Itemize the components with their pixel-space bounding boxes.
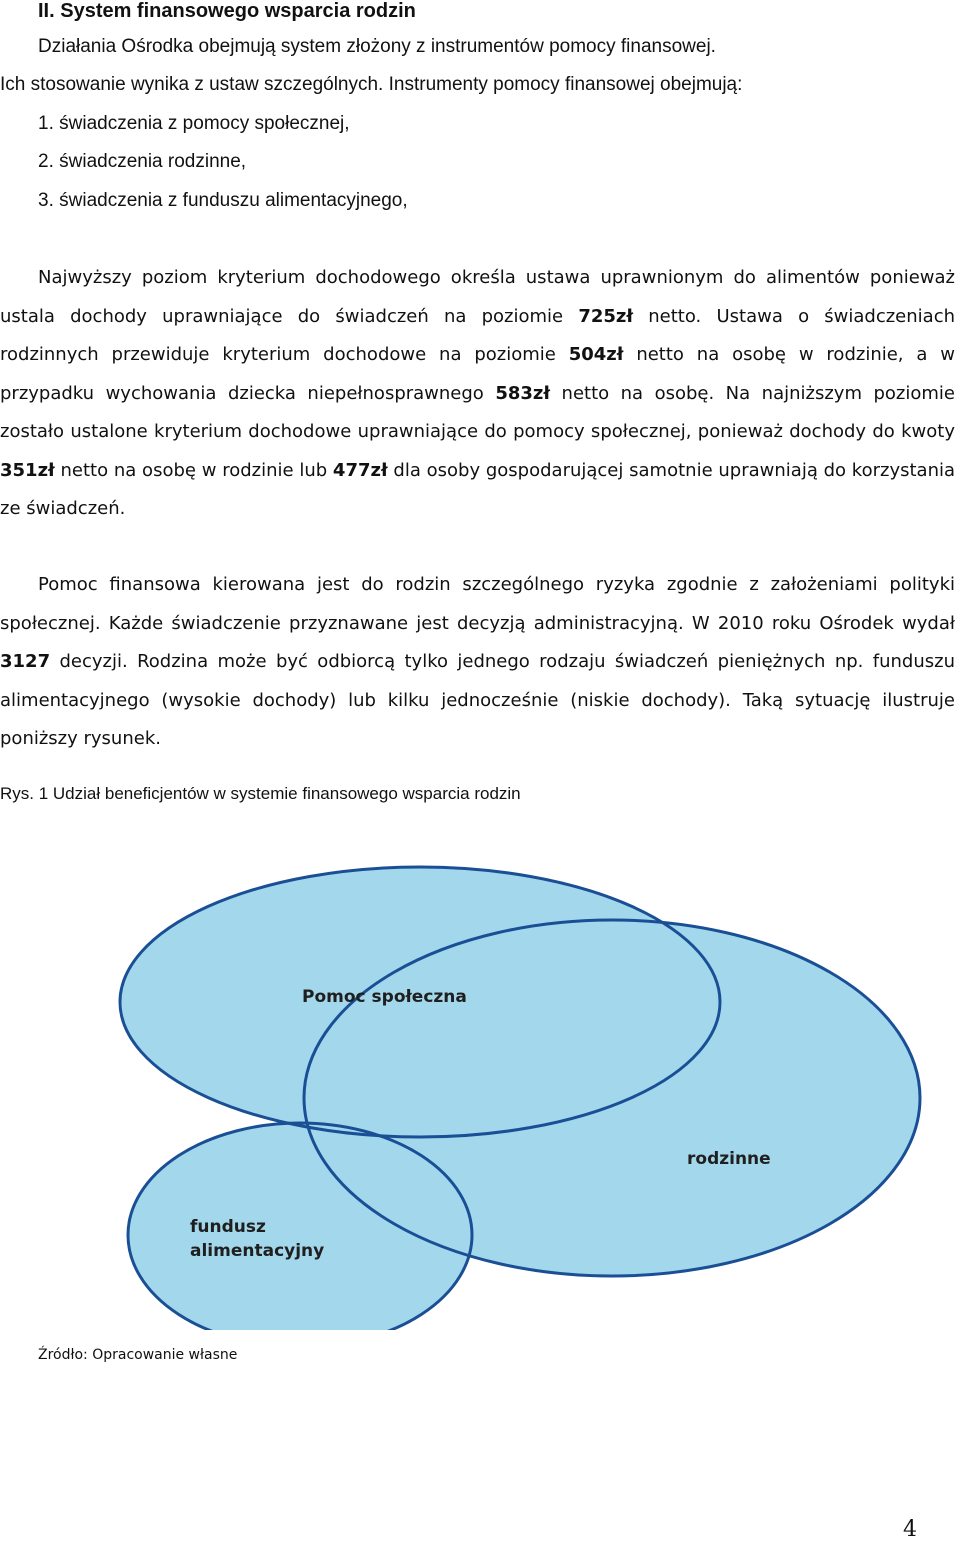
label-rodzinne: rodzinne (687, 1149, 771, 1169)
label-pomoc-spoleczna: Pomoc społeczna (302, 987, 467, 1007)
section-heading: II. System finansowego wsparcia rodzin (38, 0, 416, 22)
list-item: 1. świadczenia z pomocy społecznej, (38, 113, 350, 134)
amount-value: 583zł (495, 382, 551, 404)
text-run: netto na osobę w rodzinie lub (54, 459, 333, 481)
intro-line-1: Działania Ośrodka obejmują system złożony z instrumentów pomocy finansowej. (38, 36, 716, 57)
figure-source: Źródło: Opracowanie własne (38, 1347, 238, 1363)
list-item: 3. świadczenia z funduszu alimentacyjnego, (38, 190, 408, 211)
figure-caption: Rys. 1 Udział beneficjentów w systemie finansowego wsparcia rodzin (0, 784, 521, 803)
text-run: decyzji. Rodzina może być odbiorcą tylko jednego rodzaju świadczeń pieniężnych np. funduszu alimentacyjnego (wysokie dochody) lub kilku jednocześnie (niskie dochody). Taką sytuację ilustruje poniższy rysunek. (0, 651, 955, 749)
label-fundusz-line2: alimentacyjny (190, 1241, 325, 1261)
text-run: netto. Ustawa o świadczeniach rodzinnych przewiduje kryterium dochodowe na poziomie (0, 305, 955, 365)
list-item: 2. świadczenia rodzinne, (38, 151, 247, 172)
amount-value: 477zł (332, 459, 388, 481)
label-fundusz-line1: fundusz (190, 1217, 266, 1237)
page-number: 4 (903, 1517, 917, 1542)
intro-line-2: Ich stosowanie wynika z ustaw szczególnych. Instrumenty pomocy finansowej obejmują: (0, 74, 743, 95)
paragraph-income-criteria (0, 259, 955, 529)
text-run: netto na osobę. Na najniższym poziomie zostało ustalone kryterium dochodowe uprawniające do pomocy społecznej, ponieważ dochody do kwoty (0, 382, 955, 442)
decision-count: 3127 (0, 651, 51, 672)
paragraph-financial-aid (0, 566, 955, 759)
amount-value: 504zł (568, 344, 624, 365)
text-run: Najwyższy poziom kryterium dochodowego określa ustawa uprawnionym do alimentów ponieważ ustala dochody uprawniające do świadczeń na poziomie (0, 267, 955, 327)
amount-value: 725zł (578, 305, 634, 327)
text-run: dla osoby gospodarującej samotnie uprawniają do korzystania ze świadczeń. (0, 459, 956, 519)
text-run: netto na osobę w rodzinie, a w przypadku wychowania dziecka niepełnosprawnego (0, 344, 956, 404)
text-run: Pomoc finansowa kierowana jest do rodzin szczególnego ryzyka zgodnie z założeniami polityki społecznej. Każde świadczenie przyznawane jest decyzją administracyjną. W 2010 roku Ośrodek wydał (0, 574, 955, 634)
venn-diagram (0, 830, 960, 1330)
amount-value: 351zł (0, 459, 55, 481)
